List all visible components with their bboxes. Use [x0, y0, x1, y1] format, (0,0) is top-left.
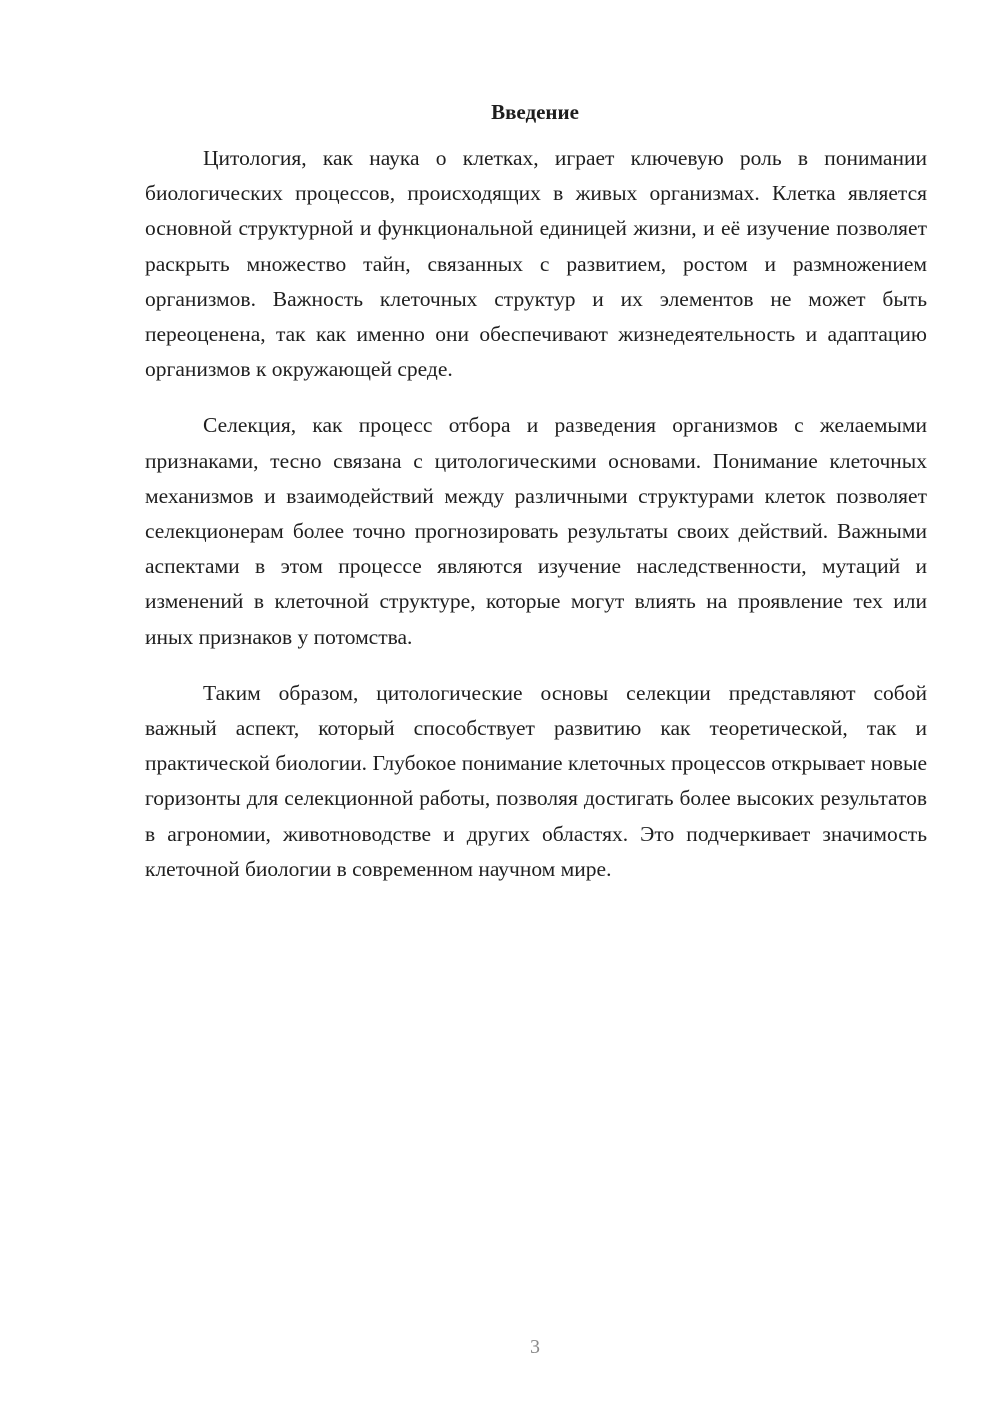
paragraph-selection: Селекция, как процесс отбора и разведения организмов с желаемыми признаками, тесно связана с цитологическими основами. Понимание клеточных механизмов и взаимодействий между различными структурами клеток позволяет селекционерам более точно прогнозировать результаты своих действий. Важными аспектами в этом процессе являются изучение наследственности, мутаций и изменений в клеточной структуре, которые могут влиять на проявление тех или иных признаков у потомства.	[145, 413, 927, 649]
paragraph-conclusion: Таким образом, цитологические основы селекции представляют собой важный аспект, который способствует развитию как теоретической, так и практической биологии. Глубокое понимание клеточных процессов открывает новые горизонты для селекционной работы, позволяя достигать более высоких результатов в агрономии, животноводстве и других областях. Это подчеркивает значимость клеточной биологии в современном научном мире.	[145, 680, 927, 881]
paragraph-intro-cytology: Цитология, как наука о клетках, играет ключевую роль в понимании биологических процессов, происходящих в живых организмах. Клетка является основной структурной и функциональной единицей жизни, и её изучение позволяет раскрыть множество тайн, связанных с развитием, ростом и размножением организмов. Важность клеточных структур и их элементов не может быть переоценена, так как именно они обеспечивают жизнедеятельность и адаптацию организмов к окружающей среде.	[145, 146, 927, 382]
page-number: 3	[530, 1336, 540, 1358]
body-text	[145, 141, 927, 908]
page-heading: Введение	[491, 100, 579, 124]
